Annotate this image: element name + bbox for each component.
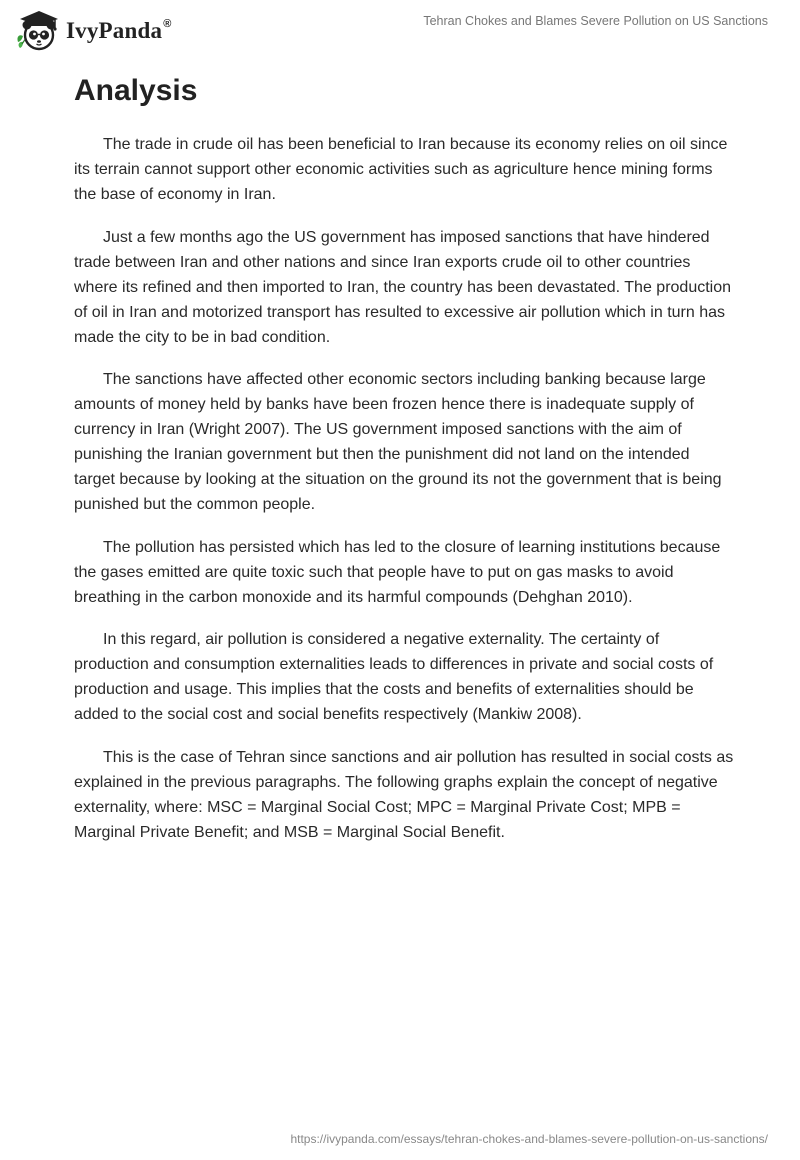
registered-mark: ® <box>163 18 172 30</box>
section-heading: Analysis <box>74 74 198 107</box>
ivypanda-logo[interactable] <box>14 8 172 54</box>
paragraph: In this regard, air pollution is considered a negative externality. The certainty of production and consumption externalities leads to differences in private and social costs of production and usage. This implies that the costs and benefits of externalities should be added to the social cost and social benefits respectively (Mankiw 2008). <box>74 631 714 723</box>
panda-graduate-icon <box>14 8 60 54</box>
paragraph: The trade in crude oil has been beneficial to Iran because its economy relies on oil since its terrain cannot support other economic activities such as agriculture hence mining forms the base of economy in Iran. <box>74 136 728 203</box>
source-url[interactable]: https://ivypanda.com/essays/tehran-chokes-and-blames-severe-pollution-on-us-sanctions/ <box>290 1132 768 1146</box>
brand-name: IvyPanda® <box>66 18 172 43</box>
paragraph: The pollution has persisted which has led to the closure of learning institutions because the gases emitted are quite toxic such that people have to put on gas masks to avoid breathing in the carbon monoxide and its harmful compounds (Dehghan 2010). <box>74 538 721 606</box>
document-title: Tehran Chokes and Blames Severe Pollution on US Sanctions <box>423 14 768 28</box>
paragraph: The sanctions have affected other economic sectors including banking because large amounts of money held by banks have been frozen hence there is inadequate supply of currency in Iran (Wright 2007). The US government imposed sanctions with the aim of punishing the Iranian government but then the punishment did not land on the intended target because by looking at the situation on the ground its not the government that is being punished but the common people. <box>74 371 722 513</box>
page-header <box>0 0 800 64</box>
paragraph: This is the case of Tehran since sanctions and air pollution has resulted in social costs as explained in the previous paragraphs. The following graphs explain the concept of negative externality, where: MSC = Marginal Social Cost; MPC = Marginal Private Cost; MPB = Marginal Private Benefit; and MSB = Marginal Social Benefit. <box>74 748 734 841</box>
essay-body <box>74 132 734 862</box>
paragraph: Just a few months ago the US government has imposed sanctions that have hindered trade between Iran and other nations and since Iran exports crude oil to other countries where its refined and then imported to Iran, the country has been devastated. The production of oil in Iran and motorized transport has resulted to excessive air pollution which in turn has made the city to be in bad condition. <box>74 228 732 346</box>
